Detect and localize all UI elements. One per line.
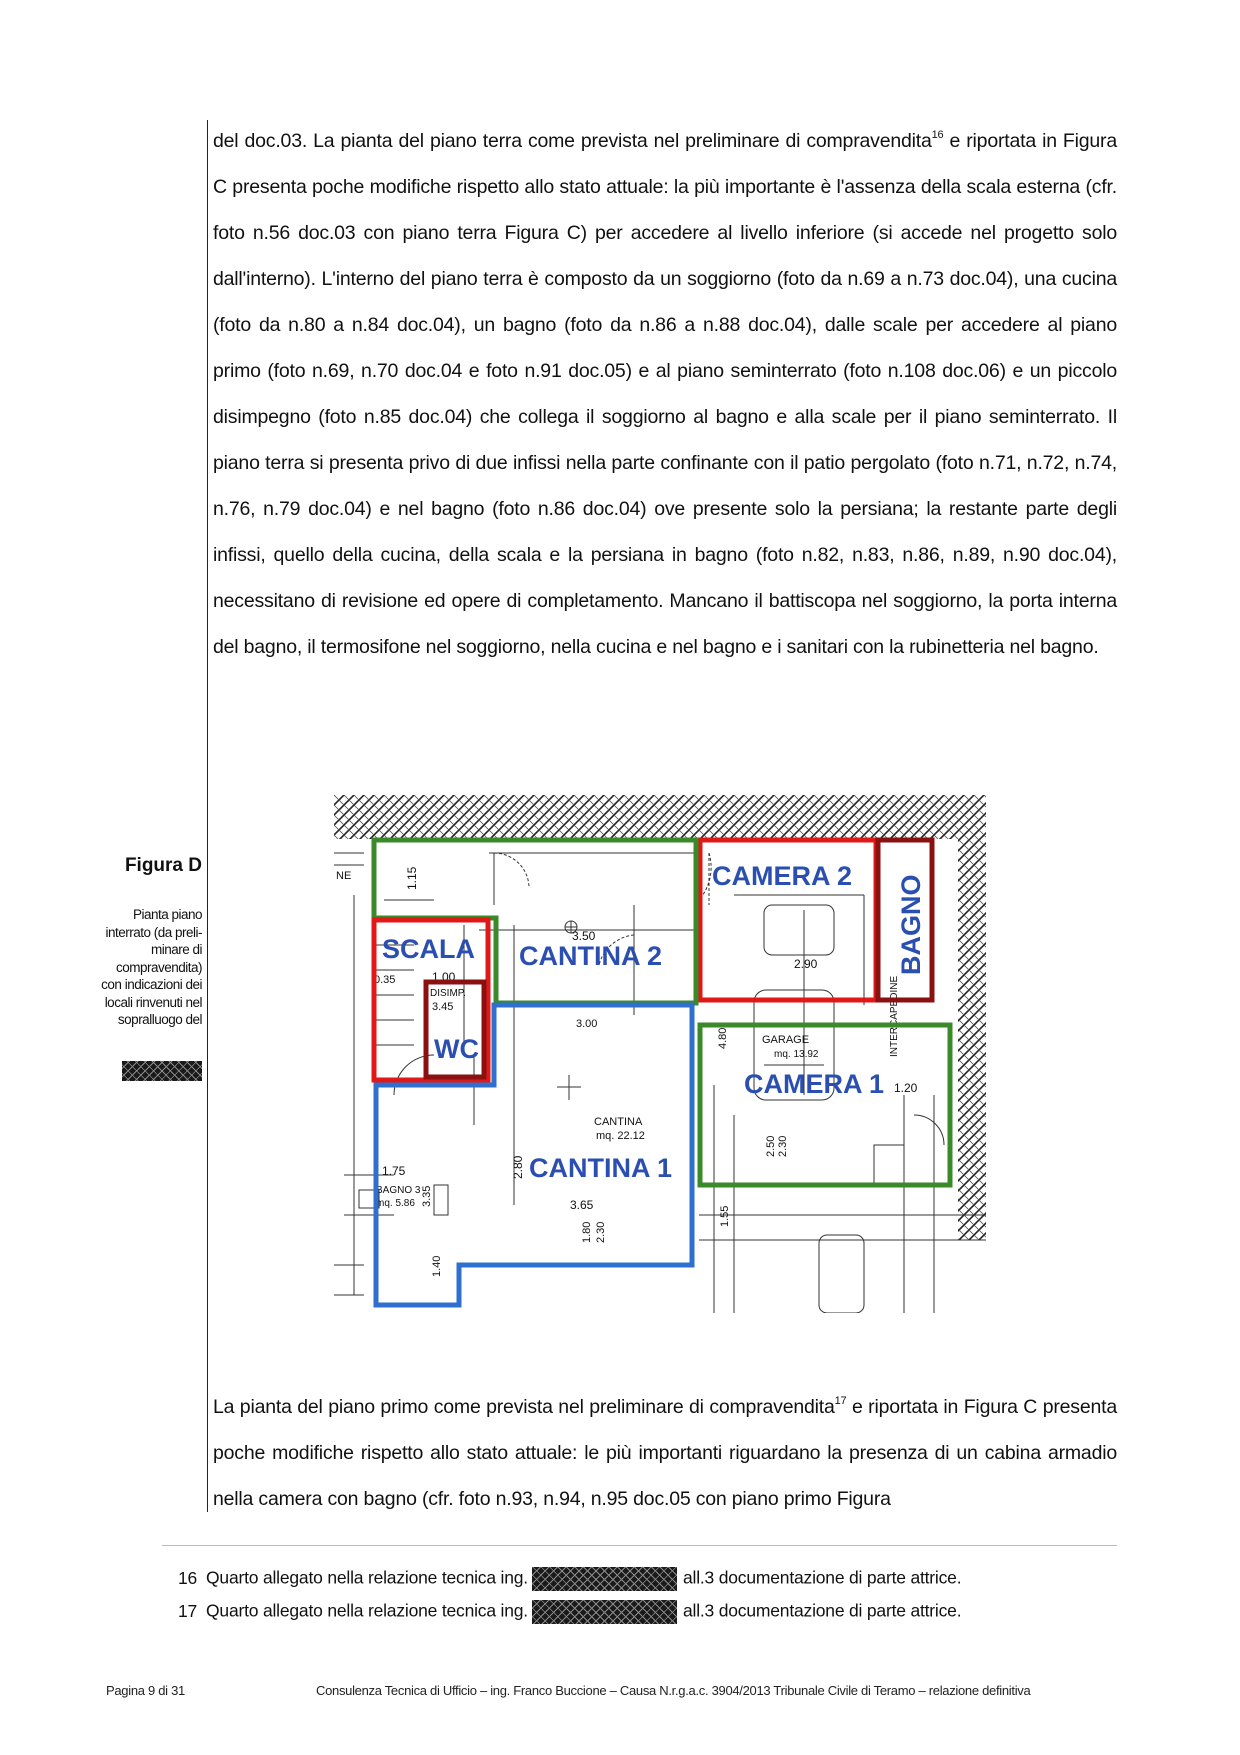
dim-3-35: 3.35 [421,1185,433,1207]
dim-1-15: 1.15 [405,866,419,890]
plan-label-disimp: DISIMP. [430,988,466,999]
room-label-cantina-2: CANTINA 2 [519,941,663,971]
dim-2-80: 2.80 [511,1155,525,1179]
figure-title: Figura D [124,855,202,876]
footnote-17: 17 Quarto allegato nella relazione tecnica ing. all.3 documentazione di parte attrice. [178,1600,961,1624]
dim-4-80: 4.80 [717,1027,729,1049]
footnote-16: 16 Quarto allegato nella relazione tecnica ing. all.3 documentazione di parte attrice. [178,1567,961,1591]
dim-2-30-b: 2.30 [595,1221,607,1243]
dim-1-80: 1.80 [581,1221,593,1243]
dim-1-40: 1.40 [431,1255,443,1277]
room-label-bagno: BAGNO [896,874,926,975]
plan-label-bagno-3: BAGNO 3 [376,1185,421,1196]
page-footer-text: Consulenza Tecnica di Ufficio – ing. Franco Buccione – Causa N.r.g.a.c. 3904/2013 Tribunale Civile di Teramo – relazione definitiva [316,1683,1031,1698]
redacted-block [122,1061,202,1081]
footnote-ref-16[interactable]: 16 [931,129,944,141]
plan-label-garage: GARAGE [762,1034,810,1046]
plan-label-intercapedine: INTERCAPEDINE [889,975,900,1057]
dim-0-35: 0.35 [374,974,396,986]
footnote-separator [162,1545,1117,1546]
plan-label-cantina-mq: mq. 22.12 [596,1130,645,1142]
plan-label-ne: NE [336,870,352,882]
redacted-block [532,1567,677,1591]
room-label-camera-1: CAMERA 1 [744,1069,885,1099]
dim-3-00: 3.00 [576,1018,598,1030]
wall-hatch-right [958,795,986,1240]
dim-3-65: 3.65 [570,1198,594,1212]
room-label-wc: WC [434,1034,479,1064]
dim-3-50: 3.50 [572,929,596,943]
redacted-block [532,1600,677,1624]
dim-1-75: 1.75 [382,1164,406,1178]
footnote-ref-17[interactable]: 17 [834,1395,847,1407]
plan-label-bagno-3-mq: mq. 5.86 [376,1198,415,1209]
page-number: Pagina 9 di 31 [106,1683,185,1698]
room-label-camera-2: CAMERA 2 [712,861,853,891]
dim-1-20: 1.20 [894,1081,918,1095]
dim-1-00: 1.00 [432,970,456,984]
body-paragraph-2: La pianta del piano primo come prevista nel preliminare di compravendita$^{17}$ e riportata in Figura C presenta poche modifiche rispetto allo stato attuale: le più importanti riguardano la presenza di un cabina armadio nella camera con bagno (cfr. foto n.93, n.94, n.95 doc.05 con piano primo Figura [213,1395,1117,1510]
dim-2-30: 2.30 [777,1135,789,1157]
floor-plan-figure [334,795,986,1313]
wall-hatch-top [334,795,986,839]
plan-label-cantina: CANTINA [594,1116,643,1128]
dim-2-90: 2.90 [794,957,818,971]
margin-rule [207,120,208,1512]
dim-1-55: 1.55 [719,1205,731,1227]
room-label-scala: SCALA [382,934,475,964]
plan-label-garage-mq: mq. 13.92 [774,1049,819,1060]
room-label-cantina-1: CANTINA 1 [529,1153,673,1183]
figure-caption: Pianta piano interrato (da preli-minare di compravendita) con indicazioni dei locali rinvenuti nel sopralluogo del [101,907,202,1027]
body-paragraph-1: del doc.03. La pianta del piano terra come prevista nel preliminare di compravendita$^{16}$ e riportata in Figura C presenta poche modifiche rispetto allo stato attuale: la più importante è l'assenza della scala esterna (cfr. foto n.56 doc.03 con piano terra Figura C) per accedere al livello inferiore (si accede nel progetto solo dall'interno). L'interno del piano terra è composto da un soggiorno (foto da n.69 a n.73 doc.04), una cucina (foto da n.80 a n.84 doc.04), un bagno (foto da n.86 a n.88 doc.04), dalle scale per accedere al piano primo (foto n.69, n.70 doc.04 e foto n.91 doc.05) e al piano seminterrato (foto n.108 doc.06) e un piccolo disimpegno (foto n.85 doc.04) che collega il soggiorno al bagno e alla scale per il piano seminterrato. Il piano terra si presenta privo di due infissi nella parte confinante con il patio pergolato (foto n.71, n.72, n.74, n.76, n.79 doc.04) e nel bagno (foto n.86 doc.04) ove presente solo la persiana; la restante parte degli infissi, quello della cucina, della scala e la persiana in bagno (foto n.82, n.83, n.86, n.89, n.90 doc.04), necessitano di revisione ed opere di completamento. Mancano il battiscopa nel soggiorno, la porta interna del bagno, il termosifone nel soggiorno, nella cucina e nel bagno e i sanitari con la rubinetteria nel bagno. [213,129,1117,658]
dim-3-45: 3.45 [432,1001,454,1013]
dim-2-50: 2.50 [765,1135,777,1157]
